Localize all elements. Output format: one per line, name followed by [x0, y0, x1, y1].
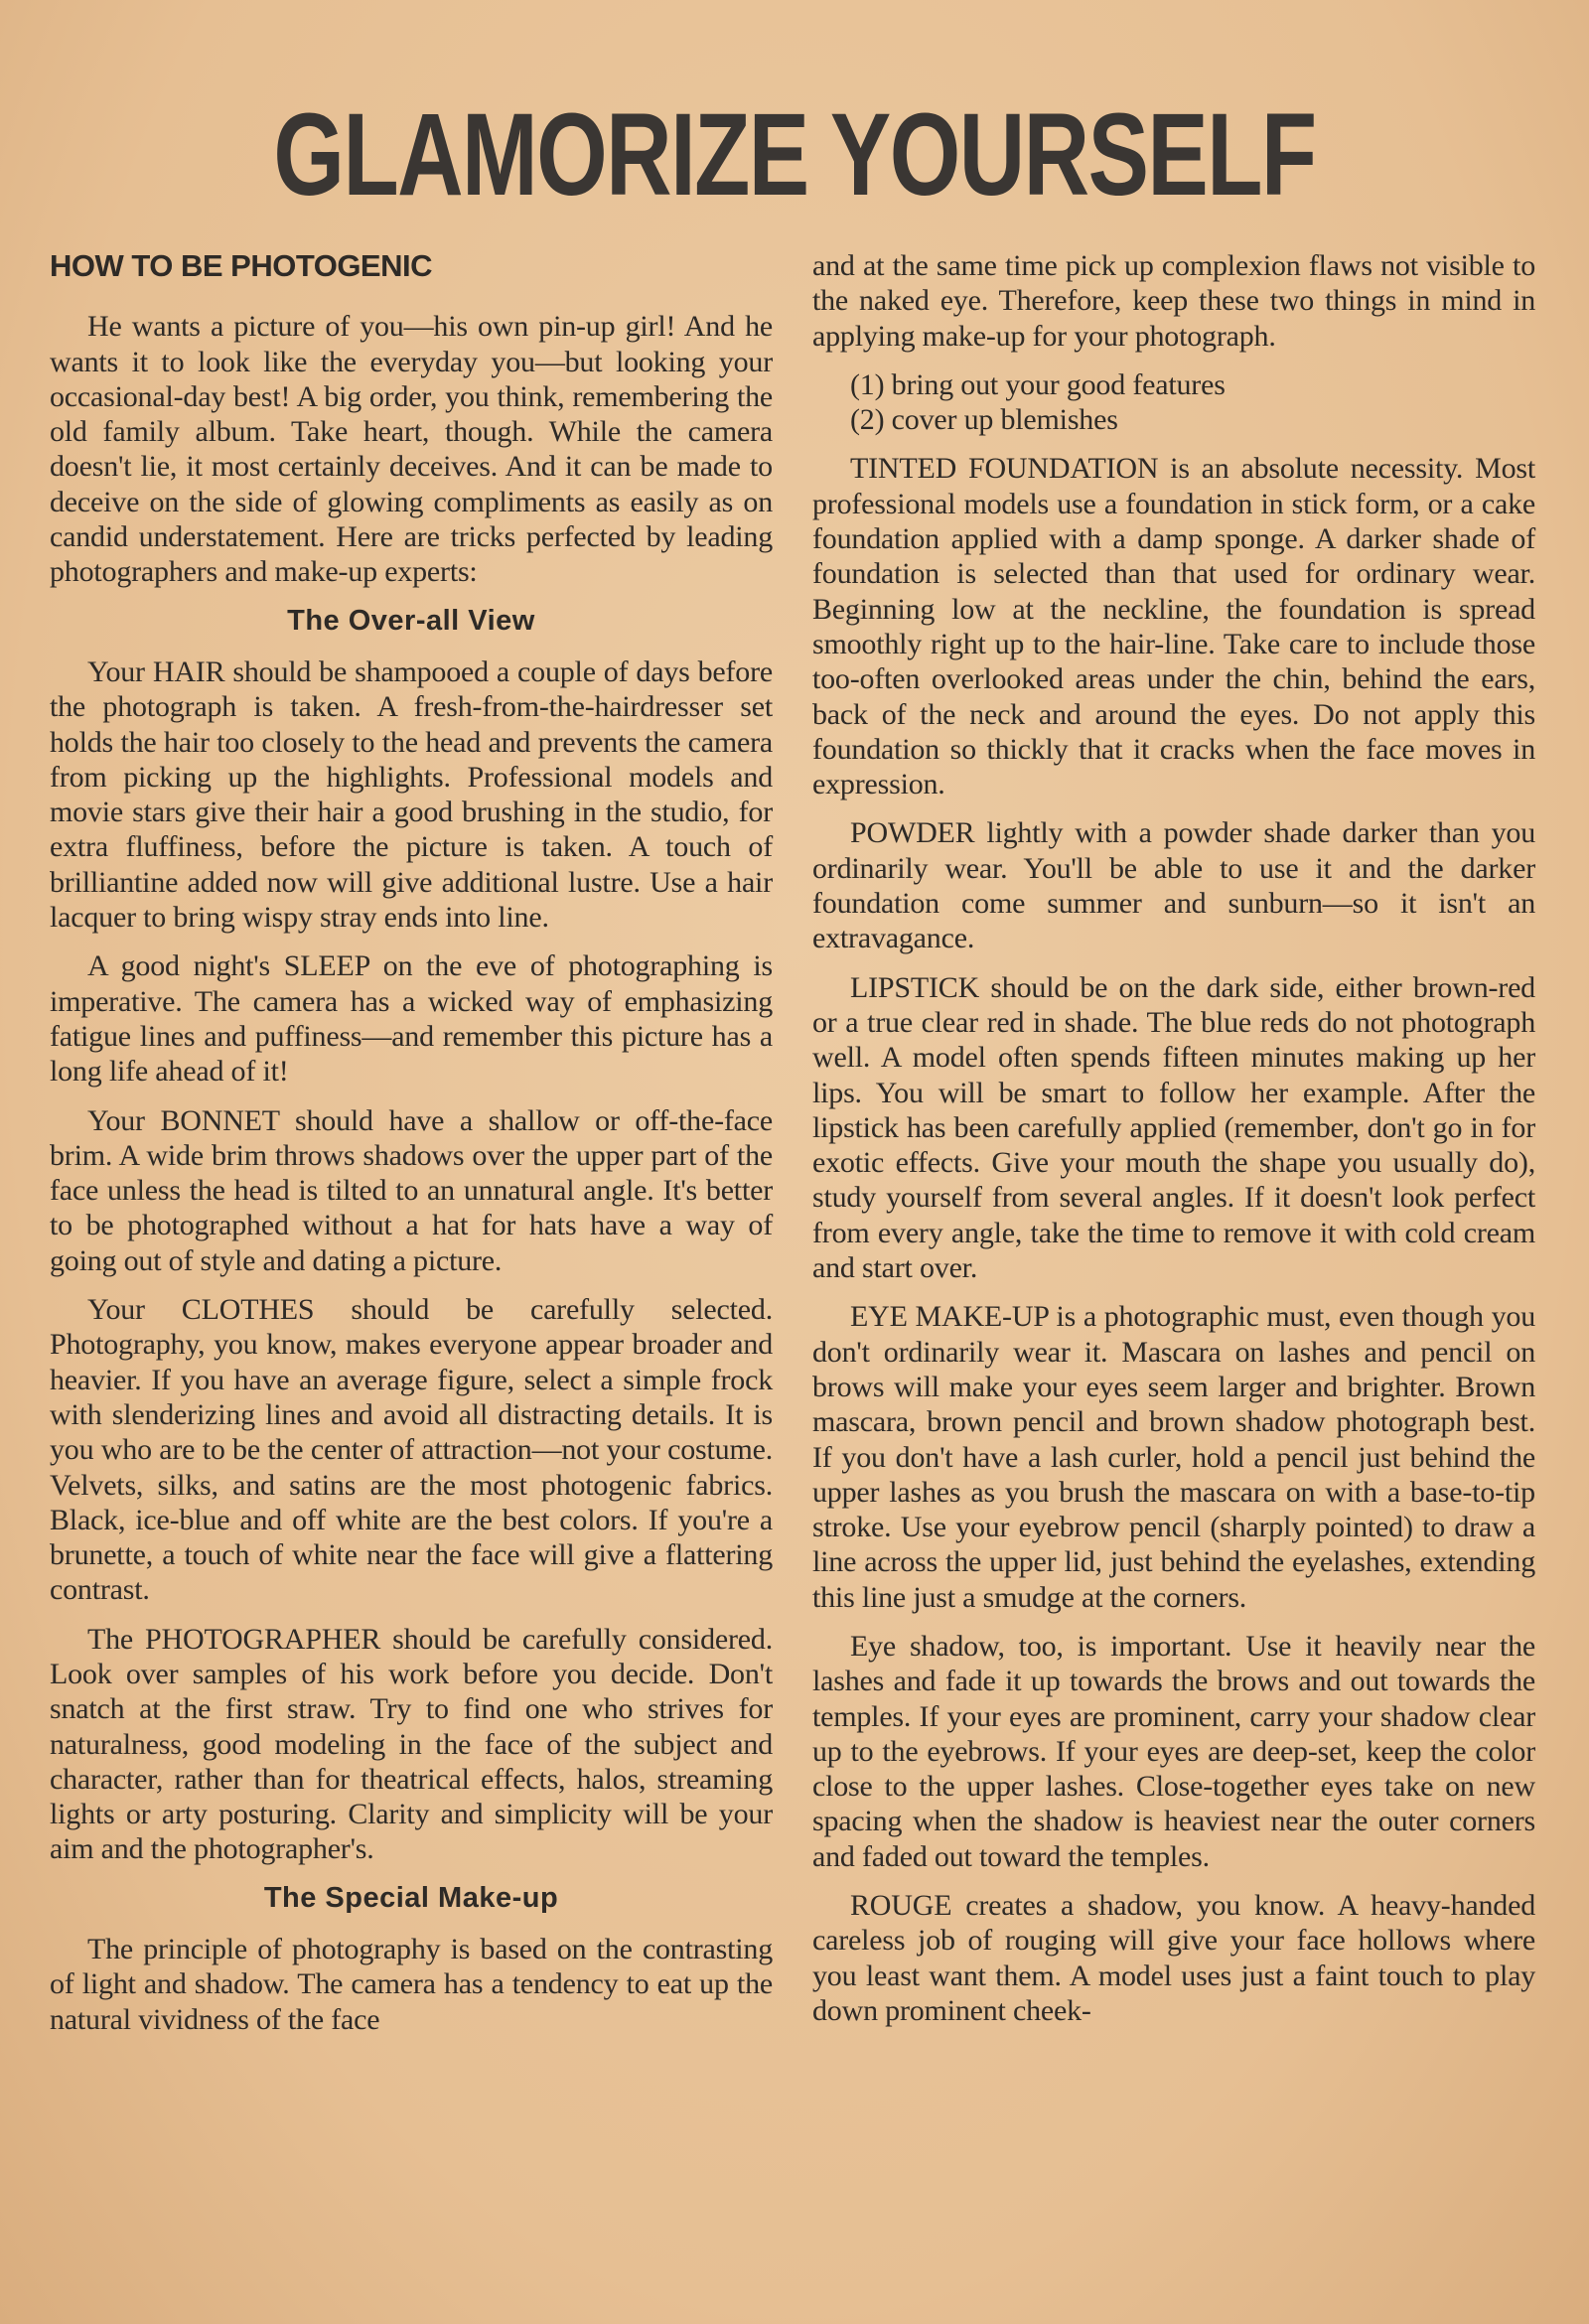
paragraph-powder: POWDER lightly with a powder shade darker than you ordinarily wear. You'll be able to use it and the darker foundation come summer and sunburn—so it isn't an extravagance.	[812, 816, 1535, 955]
page-title: GLAMORIZE YOURSELF	[273, 89, 1316, 220]
paragraph-intro: He wants a picture of you—his own pin-up girl! And he wants it to look like the everyday you—but looking your occasional-day best! A big order, you think, remembering the old family album. Take heart, though. While the camera doesn't lie, it most certainly deceives. And it can be made to deceive on the side of glowing compliments as easily as on candid understatement. Here are tricks perfected by leading photographers and make-up experts:	[50, 310, 773, 589]
paragraph-bonnet: Your BONNET should have a shallow or off-the-face brim. A wide brim throws shadows over the upper part of the face unless the head is tilted to an unnatural angle. It's better to be photographed without a hat for hats have a way of going out of style and dating a picture.	[50, 1103, 773, 1277]
right-column	[812, 248, 1535, 2042]
paragraph-eye-shadow: Eye shadow, too, is important. Use it heavily near the lashes and fade it up towards the brows and out towards the temples. If your eyes are prominent, carry your shadow clear up to the eyebrows. If your eyes are deep-set, keep the color close to the upper lashes. Close-together eyes take on new spacing when the shadow is heaviest near the outer corners and faded out toward the temples.	[812, 1629, 1535, 1873]
paragraph-continued: and at the same time pick up complexion flaws not visible to the naked eye. Therefore, keep these two things in mind in applying make-up for your photograph.	[812, 249, 1535, 353]
paragraph-rouge: ROUGE creates a shadow, you know. A heavy-handed careless job of rouging will give your face hollows where you least want them. A model uses just a faint touch to play down prominent cheek-	[812, 1889, 1535, 2027]
subheading-special-makeup: The Special Make-up	[263, 1881, 559, 1914]
paragraph-foundation: TINTED FOUNDATION is an absolute necessity. Most professional models use a foundation in stick form, or a cake foundation applied with a damp sponge. A darker shade of foundation is selected than that used for ordinary wear. Beginning low at the neckline, the foundation is spread smoothly right up to the hair-line. Take care to include those too-often overlooked areas under the chin, behind the ears, back of the neck and around the eyes. Do not apply this foundation so thickly that it cracks when the face moves in expression.	[812, 452, 1535, 801]
subheading-overall-view: The Over-all View	[287, 604, 535, 637]
list-item: (2) cover up blemishes	[850, 403, 1118, 437]
paragraph-hair: Your HAIR should be shampooed a couple of days before the photograph is taken. A fresh-from-the-hairdresser set holds the hair too closely to the head and prevents the camera from picking up the highlights. Professional models and movie stars give their hair a good brushing in the studio, for extra fluffiness, before the picture is taken. A touch of brilliantine added now will give additional lustre. Use a hair lacquer to bring wispy stray ends into line.	[50, 654, 773, 935]
section-heading: HOW TO BE PHOTOGENIC	[50, 248, 432, 283]
left-column	[50, 248, 773, 2051]
paragraph-principle: The principle of photography is based on the contrasting of light and shadow. The camera has a tendency to eat up the natural vividness of the face	[50, 1933, 773, 2036]
paragraph-sleep: A good night's SLEEP on the eve of photographing is imperative. The camera has a wicked way of emphasizing fatigue lines and puffiness—and remember this picture has a long life ahead of it!	[50, 949, 773, 1089]
paragraph-clothes: Your CLOTHES should be carefully selected. Photography, you know, makes everyone appear broader and heavier. If you have an average figure, select a simple frock with slenderizing lines and avoid all distracting details. It is you who are to be the center of attraction—not your costume. Velvets, silks, and satins are the most photogenic fabrics. Black, ice-blue and off white are the best colors. If you're a brunette, a touch of white near the face will give a flattering contrast.	[50, 1293, 773, 1607]
paragraph-eye-makeup: EYE MAKE-UP is a photographic must, even though you don't ordinarily wear it. Mascara on lashes and pencil on brows will make your eyes seem larger and brighter. Brown mascara, brown pencil and brown shadow photograph best. If you don't have a lash curler, hold a pencil just behind the upper lashes as you brush the mascara on with a base-to-tip stroke. Use your eyebrow pencil (sharply pointed) to draw a line across the upper lid, just behind the eyelashes, extending this line just a smudge at the corners.	[812, 1300, 1535, 1614]
list-item: (1) bring out your good features	[850, 367, 1226, 401]
paragraph-photographer: The PHOTOGRAPHER should be carefully considered. Look over samples of his work before you decide. Don't snatch at the first straw. Try to find one who strives for naturalness, good modeling in the face of the subject and character, rather than for theatrical effects, halos, streaming lights or arty posturing. Clarity and simplicity will be your aim and the photographer's.	[50, 1622, 773, 1866]
paragraph-lipstick: LIPSTICK should be on the dark side, either brown-red or a true clear red in shade. The blue reds do not photograph well. A model often spends fifteen minutes making up her lips. You will be smart to follow her example. After the lipstick has been carefully applied (remember, don't go in for exotic effects. Give your mouth the shape you usually do), study yourself from several angles. If it doesn't look perfect from every angle, take the time to remove it with cold cream and start over.	[812, 970, 1535, 1285]
